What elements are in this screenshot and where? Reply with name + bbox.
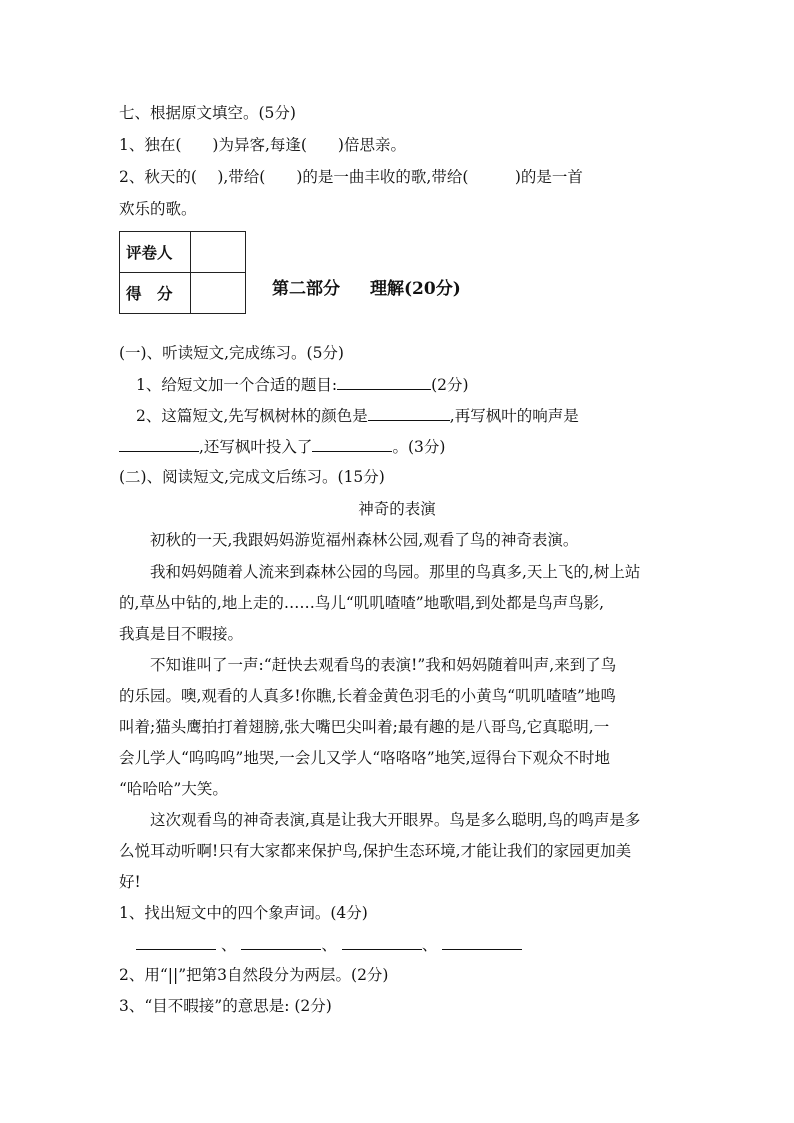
reading-question-2: 2、用“||”把第3自然段分为两层。(2分) bbox=[119, 966, 389, 984]
score-cell bbox=[191, 273, 246, 314]
answer-blank[interactable] bbox=[442, 934, 522, 950]
fill-question-2-line2: 欢乐的歌。 bbox=[119, 200, 197, 218]
listening-heading: (一)、听读短文,完成练习。(5分) bbox=[119, 344, 344, 362]
passage-paragraph-4-line: 好! bbox=[119, 873, 141, 891]
separator: 、 bbox=[220, 936, 237, 954]
listening-question-2-line1 bbox=[136, 405, 579, 426]
question-text: 1、给短文加一个合适的题目: bbox=[136, 376, 338, 394]
part-name: 理解(20分) bbox=[370, 279, 461, 299]
passage-paragraph-3-line: 会儿学人“呜呜呜”地哭,一会儿又学人“咯咯咯”地笑,逗得台下观众不时地 bbox=[119, 749, 611, 767]
reading-heading: (二)、阅读短文,完成文后练习。(15分) bbox=[119, 468, 385, 486]
answer-blank[interactable] bbox=[342, 934, 422, 950]
section7-title: 七、根据原文填空。(5分) bbox=[119, 104, 296, 122]
passage-paragraph-1: 初秋的一天,我跟妈妈游览福州森林公园,观看了鸟的神奇表演。 bbox=[150, 531, 579, 549]
question-text: ,再写枫叶的响声是 bbox=[449, 407, 579, 425]
part-label: 第二部分 bbox=[272, 279, 340, 299]
passage-paragraph-2-line: 我和妈妈随着人流来到森林公园的鸟园。那里的鸟真多,天上飞的,树上站 bbox=[150, 563, 641, 581]
passage-paragraph-3-line: 的乐园。噢,观看的人真多!你瞧,长着金黄色羽毛的小黄鸟“叽叽喳喳”地鸣 bbox=[119, 687, 616, 705]
passage-paragraph-4-line: 么悦耳动听啊!只有大家都来保护鸟,保护生态环境,才能让我们的家园更加美 bbox=[119, 842, 632, 860]
score-box bbox=[119, 231, 246, 314]
answer-blank[interactable] bbox=[337, 374, 431, 390]
passage-paragraph-3-line: 叫着;猫头鹰拍打着翅膀,张大嘴巴尖叫着;最有趣的是八哥鸟,它真聪明,一 bbox=[119, 718, 610, 736]
listening-question-2-line2 bbox=[119, 436, 445, 457]
passage-title: 神奇的表演 bbox=[358, 500, 436, 518]
passage-paragraph-4-line: 这次观看鸟的神奇表演,真是让我大开眼界。鸟是多么聪明,鸟的鸣声是多 bbox=[150, 811, 641, 829]
answer-blank[interactable] bbox=[368, 405, 450, 421]
onomatopoeia-answer-row bbox=[136, 934, 522, 955]
answer-blank[interactable] bbox=[136, 934, 216, 950]
answer-blank[interactable] bbox=[312, 436, 392, 452]
passage-paragraph-2-line: 我真是目不暇接。 bbox=[119, 625, 244, 643]
separator: 、 bbox=[421, 936, 438, 954]
part2-heading bbox=[272, 274, 461, 299]
listening-question-1 bbox=[136, 374, 469, 395]
points: (2分) bbox=[431, 376, 469, 394]
reading-question-3: 3、“目不暇接”的意思是: (2分) bbox=[119, 997, 332, 1015]
answer-blank[interactable] bbox=[241, 934, 321, 950]
fill-question-2-line1: 2、秋天的( ),带给( )的是一曲丰收的歌,带给( )的是一首 bbox=[119, 168, 583, 186]
grader-cell bbox=[191, 232, 246, 273]
passage-paragraph-2-line: 的,草丛中钻的,地上走的……鸟儿“叽叽喳喳”地歌唱,到处都是鸟声鸟影, bbox=[119, 594, 605, 612]
answer-blank[interactable] bbox=[119, 436, 199, 452]
passage-paragraph-3-line: 不知谁叫了一声:“赶快去观看鸟的表演!”我和妈妈随着叫声,来到了鸟 bbox=[150, 656, 617, 674]
fill-question-1: 1、独在( )为异客,每逢( )倍思亲。 bbox=[119, 136, 406, 154]
points: 。(3分) bbox=[392, 438, 446, 456]
grader-label: 评卷人 bbox=[120, 232, 191, 273]
question-text: 2、这篇短文,先写枫树林的颜色是 bbox=[136, 407, 368, 425]
score-label: 得 分 bbox=[120, 273, 191, 314]
reading-question-1: 1、找出短文中的四个象声词。(4分) bbox=[119, 904, 368, 922]
passage-paragraph-3-line: “哈哈哈”大笑。 bbox=[119, 780, 228, 798]
question-text: ,还写枫叶投入了 bbox=[199, 438, 313, 456]
separator: 、 bbox=[321, 936, 337, 954]
